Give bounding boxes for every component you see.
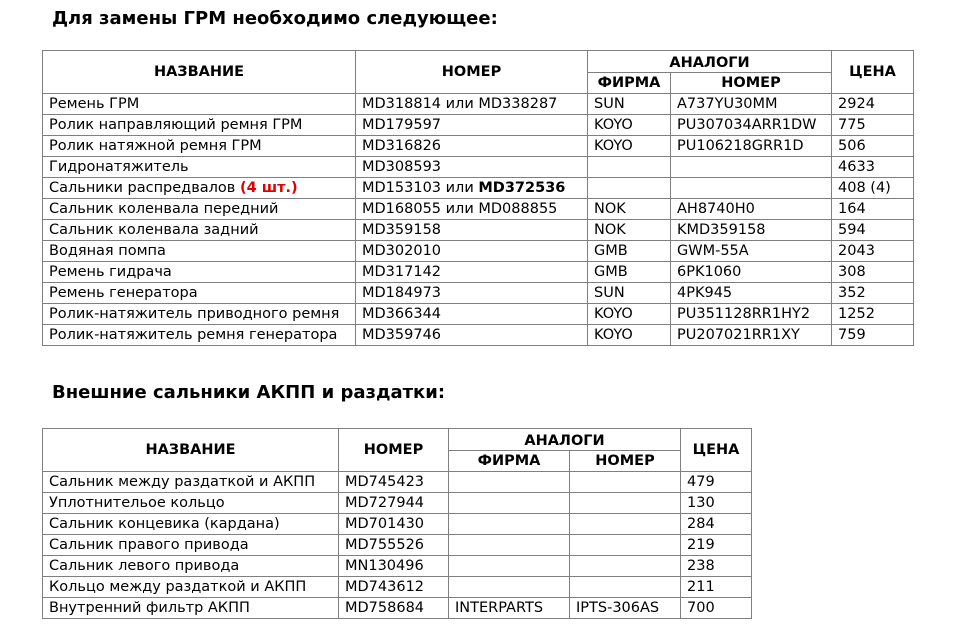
col-header-analogs: АНАЛОГИ [588, 51, 832, 73]
analog-number-cell: PU307034ARR1DW [671, 115, 832, 136]
analog-number-cell: 4PK945 [671, 283, 832, 304]
part-name: Сальник коленвала задний [49, 222, 259, 238]
part-number: MD755526 [345, 537, 425, 553]
analog-firm-cell: GMB [588, 241, 671, 262]
analog-number-cell: A737YU30MM [671, 94, 832, 115]
price-cell: 238 [681, 556, 752, 577]
table-row [43, 136, 914, 157]
part-name-cell [43, 556, 339, 577]
col-header-analog-number: НОМЕР [671, 73, 832, 94]
part-name-cell [43, 304, 356, 325]
analog-firm-cell [449, 472, 570, 493]
part-number: MD318814 или MD338287 [362, 96, 558, 112]
part-number: MD359158 [362, 222, 442, 238]
table-row [43, 157, 914, 178]
analog-number-cell [570, 535, 681, 556]
part-number-alt: MD372536 [478, 180, 566, 196]
col-header-number: НОМЕР [339, 429, 449, 472]
part-name: Ремень генератора [49, 285, 198, 301]
analog-number-cell: PU351128RR1HY2 [671, 304, 832, 325]
analog-number-cell: 6PK1060 [671, 262, 832, 283]
part-name: Ролик направляющий ремня ГРМ [49, 117, 303, 133]
part-number: MD308593 [362, 159, 442, 175]
part-number-cell [356, 199, 588, 220]
analog-number-cell [570, 514, 681, 535]
price-cell: 4633 [832, 157, 914, 178]
analog-firm-cell [449, 493, 570, 514]
price-cell: 284 [681, 514, 752, 535]
part-number-cell [356, 304, 588, 325]
col-header-analog-number: НОМЕР [570, 451, 681, 472]
part-name-cell [43, 220, 356, 241]
part-name-cell [43, 472, 339, 493]
part-name-cell [43, 325, 356, 346]
part-name: Гидронатяжитель [49, 159, 189, 175]
part-number: MD184973 [362, 285, 442, 301]
table-row [43, 199, 914, 220]
part-name: Водяная помпа [49, 243, 166, 259]
part-name: Сальник правого привода [49, 537, 249, 553]
analog-firm-cell: INTERPARTS [449, 598, 570, 619]
part-name: Ролик-натяжитель ремня генератора [49, 327, 338, 343]
analog-firm-cell [588, 157, 671, 178]
price-cell: 700 [681, 598, 752, 619]
analog-firm-cell [449, 577, 570, 598]
part-name: Внутренний фильтр АКПП [49, 600, 250, 616]
analog-number-cell: PU106218GRR1D [671, 136, 832, 157]
analog-number-cell [570, 577, 681, 598]
part-number-cell [356, 325, 588, 346]
price-cell: 219 [681, 535, 752, 556]
analog-firm-cell: GMB [588, 262, 671, 283]
col-header-price: ЦЕНА [832, 51, 914, 94]
analog-firm-cell [588, 178, 671, 199]
part-number: MD168055 или MD088855 [362, 201, 558, 217]
timing-belt-heading: Для замены ГРМ необходимо следующее: [52, 8, 498, 29]
part-number-cell [356, 262, 588, 283]
table-row [43, 94, 914, 115]
table-row [43, 115, 914, 136]
part-number-cell [339, 472, 449, 493]
part-name-cell [43, 283, 356, 304]
price-cell: 164 [832, 199, 914, 220]
part-number-cell [356, 241, 588, 262]
part-number: MD316826 [362, 138, 442, 154]
analog-number-cell [671, 178, 832, 199]
analog-firm-cell: KOYO [588, 325, 671, 346]
part-number: MD179597 [362, 117, 442, 133]
part-name: Сальники распредвалов [49, 180, 236, 196]
col-header-name: НАЗВАНИЕ [43, 429, 339, 472]
col-header-price: ЦЕНА [681, 429, 752, 472]
part-number: MD153103 или [362, 180, 474, 196]
analog-firm-cell: SUN [588, 94, 671, 115]
table-row [43, 262, 914, 283]
part-number-cell [356, 283, 588, 304]
table-row [43, 472, 752, 493]
price-cell: 775 [832, 115, 914, 136]
part-number: MD701430 [345, 516, 425, 532]
part-name-cell [43, 178, 356, 199]
part-name-note: (4 шт.) [239, 180, 298, 196]
part-name-cell [43, 514, 339, 535]
part-name: Сальник коленвала передний [49, 201, 279, 217]
price-cell: 2924 [832, 94, 914, 115]
part-name-cell [43, 241, 356, 262]
table-row [43, 283, 914, 304]
part-number-cell [339, 493, 449, 514]
table-row [43, 514, 752, 535]
part-number-cell [356, 220, 588, 241]
price-cell: 130 [681, 493, 752, 514]
part-name: Ремень ГРМ [49, 96, 140, 112]
part-number-cell [339, 556, 449, 577]
part-number: MD366344 [362, 306, 442, 322]
price-cell: 506 [832, 136, 914, 157]
table-row [43, 304, 914, 325]
table-row [43, 535, 752, 556]
analog-number-cell [570, 493, 681, 514]
col-header-firm: ФИРМА [588, 73, 671, 94]
part-name: Сальник левого привода [49, 558, 240, 574]
part-name: Уплотнительое кольцо [49, 495, 225, 511]
part-number: MN130496 [345, 558, 424, 574]
analog-firm-cell: KOYO [588, 304, 671, 325]
part-number: MD359746 [362, 327, 442, 343]
price-cell: 408 (4) [832, 178, 914, 199]
price-cell: 211 [681, 577, 752, 598]
table-row [43, 325, 914, 346]
part-number: MD317142 [362, 264, 442, 280]
part-name-cell [43, 157, 356, 178]
part-name-cell [43, 115, 356, 136]
analog-firm-cell: NOK [588, 199, 671, 220]
part-number: MD743612 [345, 579, 425, 595]
part-number: MD758684 [345, 600, 425, 616]
table-row [43, 577, 752, 598]
price-cell: 2043 [832, 241, 914, 262]
part-name: Ремень гидрача [49, 264, 172, 280]
analog-firm-cell: NOK [588, 220, 671, 241]
part-name-cell [43, 136, 356, 157]
table-row [43, 556, 752, 577]
analog-number-cell: KMD359158 [671, 220, 832, 241]
table-row [43, 178, 914, 199]
table-row [43, 493, 752, 514]
analog-number-cell [570, 472, 681, 493]
part-number: MD727944 [345, 495, 425, 511]
part-name-cell [43, 577, 339, 598]
part-number: MD745423 [345, 474, 425, 490]
part-number-cell [356, 157, 588, 178]
analog-firm-cell: KOYO [588, 136, 671, 157]
price-cell: 479 [681, 472, 752, 493]
table-row [43, 220, 914, 241]
part-number: MD302010 [362, 243, 442, 259]
analog-firm-cell [449, 535, 570, 556]
part-number-cell [356, 136, 588, 157]
analog-number-cell: AH8740H0 [671, 199, 832, 220]
price-cell: 352 [832, 283, 914, 304]
part-name-cell [43, 199, 356, 220]
table-row [43, 598, 752, 619]
gearbox-seals-heading: Внешние сальники АКПП и раздатки: [52, 382, 446, 403]
price-cell: 759 [832, 325, 914, 346]
price-cell: 594 [832, 220, 914, 241]
col-header-name: НАЗВАНИЕ [43, 51, 356, 94]
col-header-firm: ФИРМА [449, 451, 570, 472]
part-number-cell [339, 514, 449, 535]
table-row [43, 241, 914, 262]
timing-parts-table [42, 50, 914, 346]
part-name: Сальник концевика (кардана) [49, 516, 280, 532]
part-name: Сальник между раздаткой и АКПП [49, 474, 316, 490]
part-number-cell [356, 178, 588, 199]
part-name: Ролик-натяжитель приводного ремня [49, 306, 340, 322]
part-name-cell [43, 535, 339, 556]
part-name: Ролик натяжной ремня ГРМ [49, 138, 262, 154]
analog-firm-cell: KOYO [588, 115, 671, 136]
analog-firm-cell [449, 556, 570, 577]
analog-number-cell: GWM-55A [671, 241, 832, 262]
part-number-cell [339, 577, 449, 598]
analog-firm-cell: SUN [588, 283, 671, 304]
analog-number-cell: PU207021RR1XY [671, 325, 832, 346]
part-name-cell [43, 262, 356, 283]
price-cell: 308 [832, 262, 914, 283]
part-number-cell [339, 598, 449, 619]
part-name-cell [43, 493, 339, 514]
analog-number-cell [570, 556, 681, 577]
part-name-cell [43, 94, 356, 115]
part-number-cell [356, 94, 588, 115]
analog-firm-cell [449, 514, 570, 535]
col-header-analogs: АНАЛОГИ [449, 429, 681, 451]
part-name-cell [43, 598, 339, 619]
price-cell: 1252 [832, 304, 914, 325]
part-name: Кольцо между раздаткой и АКПП [49, 579, 307, 595]
col-header-number: НОМЕР [356, 51, 588, 94]
part-number-cell [356, 115, 588, 136]
analog-number-cell [671, 157, 832, 178]
part-number-cell [339, 535, 449, 556]
analog-number-cell: IPTS-306AS [570, 598, 681, 619]
gearbox-seals-table [42, 428, 752, 619]
